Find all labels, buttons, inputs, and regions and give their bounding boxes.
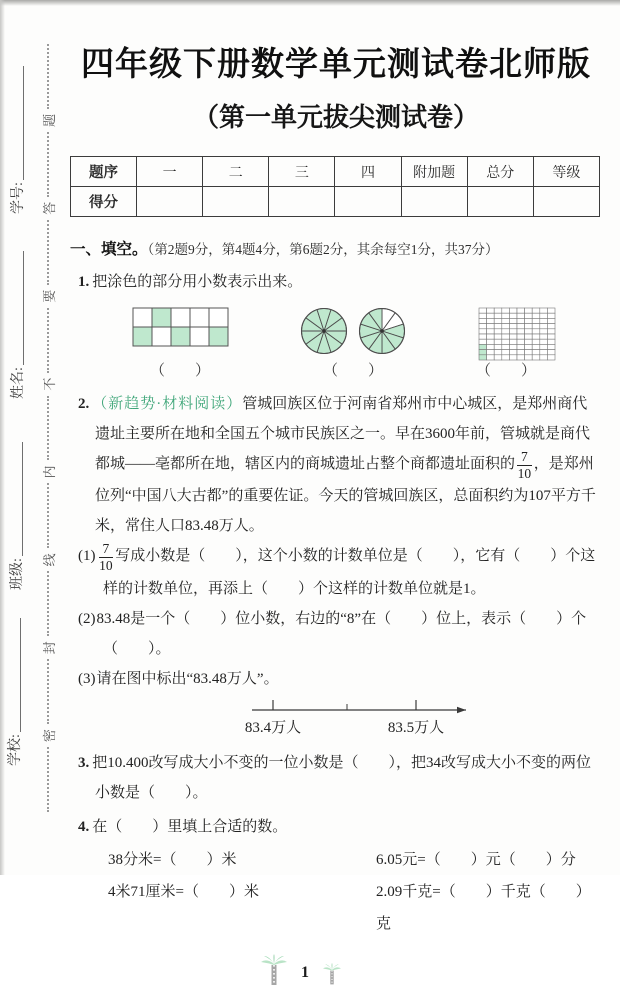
question-2-text-a: 管城回族区位于河南省郑州市中心城区，是郑州商代遗址主要所在地和全国五个城市民族区之一。早在3600年前，管城就是商代都城——亳都所在地，辖区内的商城遗址占整个商都遗址面积的 [95,396,591,472]
score-cell-empty [137,187,203,217]
score-header-cell: 三 [269,157,335,187]
palm-tree-icon [261,954,287,986]
score-header-cell: 等级 [533,157,599,187]
score-cell-empty [335,187,401,217]
score-cell-empty [269,187,335,217]
question-1 [70,267,602,297]
fraction-numerator: 7 [99,542,114,558]
conversion-item: 4米71厘米=（ ）米 [108,883,259,900]
seal-char: 不 [41,377,57,391]
score-header-cell: 总分 [467,157,533,187]
conversion-item: 6.05元=（ ）元（ ）分 [376,851,576,868]
number-line-label-right: 83.5万人 [387,719,445,736]
score-cell-empty [401,187,467,217]
number-line-label-left: 83.4万人 [244,719,302,736]
fraction-denominator: 10 [99,558,113,574]
score-cell-empty [533,187,599,217]
fraction-numerator: 7 [517,450,532,466]
name-label: 姓名: [11,367,26,399]
class-field [6,442,26,590]
question-2 [70,389,601,541]
paper-title: 四年级下册数学单元测试卷北师版 [81,47,591,83]
unit-conversion-grid [70,844,602,940]
question-2-tag: （新趋势·材料阅读） [92,396,243,412]
question-1-number: 1. [78,274,90,290]
question-2-sub-1 [70,541,603,603]
score-cell-empty [203,187,269,217]
student-id-blank-line [23,66,24,180]
score-cell-empty [467,187,533,217]
shaded-circles-figure [300,307,406,360]
question-1-figures [70,307,602,385]
sub-1-number: (1) [78,548,96,565]
seal-char: 封 [41,641,57,655]
question-2-text-b: ，是郑州位列“中国八大古都”的重要佐证。今天的管城回族区，总面积约为107平方千米，常住人口83.48万人。 [95,456,596,535]
class-label: 班级: [10,558,25,590]
seal-line-text [38,39,58,817]
section-1-score-note: （第2题9分，第4题4分，第6题2分，其余每空1分，共37分） [147,242,499,257]
score-table-score-row [71,187,600,217]
school-blank-line [20,618,21,732]
question-4 [70,812,602,842]
score-table-header-row [71,157,600,187]
question-3 [70,748,600,808]
name-field [7,251,27,399]
seal-char: 内 [41,465,57,479]
palm-tree-icon-small [323,962,341,986]
score-header-cell: 一 [137,157,203,187]
number-line [252,698,477,714]
question-4-number: 4. [78,818,90,835]
seal-char: 题 [41,113,57,127]
sub-3-number: (3) [78,670,96,687]
question-2-number: 2. [78,396,90,412]
question-3-text: 把10.400改写成大小不变的一位小数是（ ），把34改写成大小不变的两位小数是（ ）。 [92,754,592,801]
score-header-cell: 二 [203,157,269,187]
question-2-sub-3 [70,664,603,694]
answer-blank-2: （ ） [322,363,383,379]
student-id-field [7,66,27,214]
conversion-item: 2.09千克=（ ）千克（ ）克 [376,883,591,932]
school-label: 学校: [8,734,23,766]
sub-3-text: 请在图中标出“83.48万人”。 [96,670,279,687]
page-number: 1 [301,963,309,981]
shaded-grid-100-figure [478,307,556,366]
score-table [70,156,600,217]
seal-char: 答 [41,201,57,215]
student-id-label: 学号: [11,182,26,214]
question-2-sub-2 [70,604,603,664]
fraction-7-10 [99,542,114,573]
seal-char: 线 [41,553,57,567]
school-field [4,618,24,766]
shaded-circle-partial [358,307,406,360]
seal-char: 要 [41,289,57,303]
fraction-7-10 [517,450,532,481]
section-1-title: 一、填空。 [70,241,148,258]
name-blank-line [23,251,24,365]
fraction-denominator: 10 [517,466,532,482]
shaded-grid-10-figure [132,307,229,352]
page-footer [70,954,532,986]
paper-subtitle: （第一单元拔尖测试卷） [192,103,479,132]
score-header-cell: 题序 [71,157,137,187]
score-header-cell: 附加题 [401,157,467,187]
paper-main-column [70,0,602,986]
sub-1-text: 写成小数是（ ），这个小数的计数单位是（ ），它有（ ）个这样的计数单位，再添上（ ）个这样的计数单位就是1。 [103,548,596,597]
section-1-heading [70,237,602,259]
class-blank-line [22,442,23,556]
score-row-label: 得分 [71,187,137,217]
seal-char: 密 [41,729,57,743]
question-3-number: 3. [78,754,90,771]
shaded-circle-full [300,307,348,360]
conversion-item: 38分米=（ ）米 [108,851,237,868]
answer-blank-1: （ ） [149,363,210,379]
number-line-figure [244,698,492,746]
question-4-text: 在（ ）里填上合适的数。 [92,818,288,835]
answer-blank-3: （ ） [475,363,536,379]
sub-2-number: (2) [78,610,96,627]
sub-2-text: 83.48是一个（ ）位小数，右边的“8”在（ ）位上，表示（ ）个（ ）。 [96,610,587,657]
question-1-text: 把涂色的部分用小数表示出来。 [92,274,303,290]
score-header-cell: 四 [335,157,401,187]
